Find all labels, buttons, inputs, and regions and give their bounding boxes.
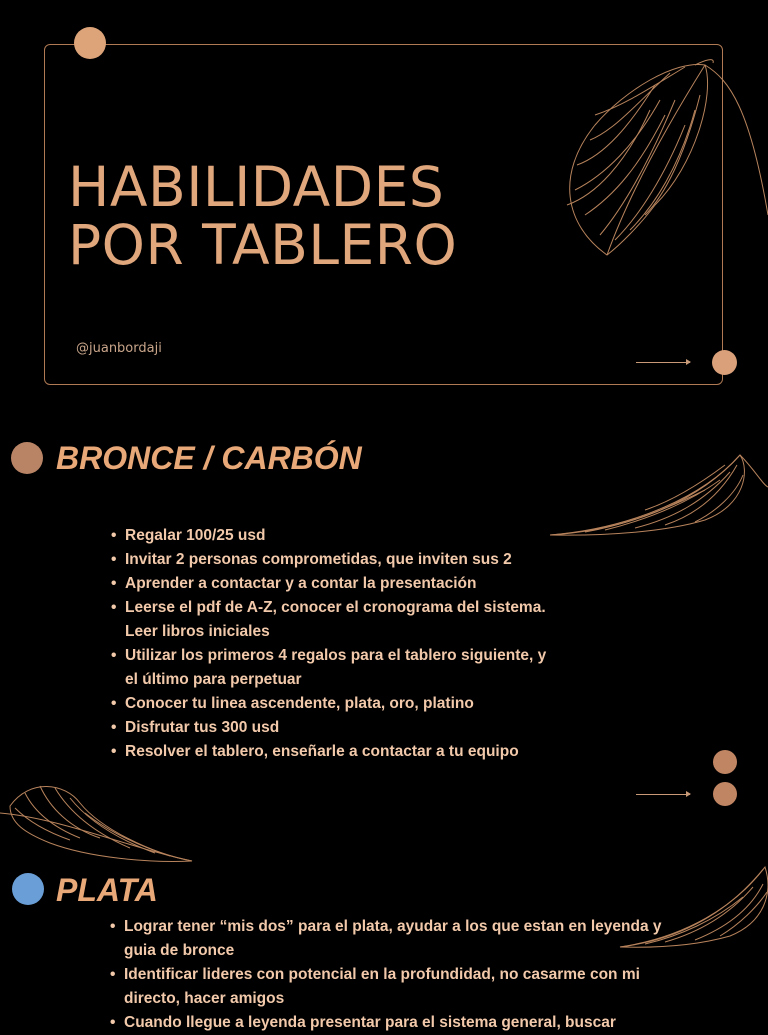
list-item: • Utilizar los primeros 4 regalos para el tablero siguiente, y el último para perpetuar bbox=[111, 644, 551, 692]
title-line-1: HABILIDADES bbox=[68, 155, 445, 219]
leaf-illustration bbox=[0, 778, 195, 864]
decorative-dot bbox=[712, 350, 737, 375]
section-marker-dot bbox=[11, 442, 43, 474]
list-item: • Aprender a contactar y a contar la presentación bbox=[111, 572, 551, 596]
decorative-dot bbox=[74, 27, 106, 59]
page-title bbox=[68, 155, 458, 277]
list-item: • Regalar 100/25 usd bbox=[111, 524, 551, 548]
leaf-illustration bbox=[545, 450, 768, 538]
list-item: • Cuando llegue a leyenda presentar para el sistema general, buscar bbox=[110, 1011, 670, 1035]
list-item: • Disfrutar tus 300 usd bbox=[111, 716, 551, 740]
arrow-right-icon bbox=[636, 362, 690, 363]
list-item: • Invitar 2 personas comprometidas, que inviten sus 2 bbox=[111, 548, 551, 572]
section-heading-bronce: BRONCE / CARBÓN bbox=[56, 440, 362, 476]
list-item: • Resolver el tablero, enseñarle a contactar a tu equipo bbox=[111, 740, 551, 764]
section-marker-dot bbox=[12, 873, 44, 905]
decorative-dot bbox=[713, 750, 737, 774]
list-item: • Leerse el pdf de A-Z, conocer el cronograma del sistema. Leer libros iniciales bbox=[111, 596, 551, 644]
list-item: • Lograr tener “mis dos” para el plata, ayudar a los que estan en leyenda y guia de bronce bbox=[110, 915, 670, 963]
plata-skill-list bbox=[110, 915, 670, 1035]
list-item: • Identificar lideres con potencial en la profundidad, no casarme con mi directo, hacer amigos bbox=[110, 963, 670, 1011]
bronce-skill-list bbox=[111, 524, 551, 764]
decorative-dot bbox=[713, 782, 737, 806]
leaf-illustration bbox=[555, 55, 768, 260]
arrow-right-icon bbox=[636, 794, 690, 795]
list-item: • Conocer tu linea ascendente, plata, oro, platino bbox=[111, 692, 551, 716]
section-heading-plata: PLATA bbox=[56, 872, 158, 908]
author-handle: @juanbordaji bbox=[76, 341, 162, 356]
title-line-2: POR TABLERO bbox=[68, 213, 458, 277]
